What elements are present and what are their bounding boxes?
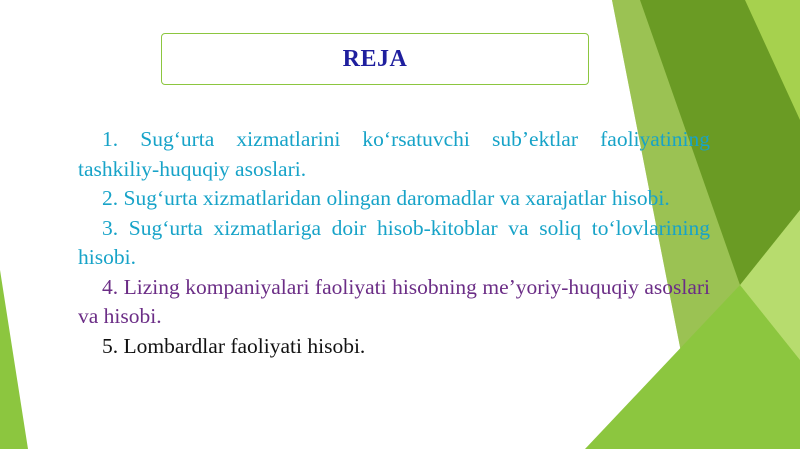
left-green-shape xyxy=(0,270,28,449)
agenda-item-2: 2. Sug‘urta xizmatlaridan olingan daromadlar va xarajatlar hisobi. xyxy=(102,186,670,210)
agenda-item-3: 3. Sug‘urta xizmatlariga doir hisob-kitoblar va soliq to‘lovlarining hisobi. xyxy=(78,215,710,269)
agenda-list xyxy=(78,125,710,361)
agenda-item-4: 4. Lizing kompaniyalari faoliyati hisobning me’yoriy-huquqiy asoslari va hisobi. xyxy=(78,274,710,328)
agenda-item-1: 1. Sug‘urta xizmatlarini ko‘rsatuvchi sub’ektlar faoliyatining tashkiliy-huquqiy asoslari. xyxy=(78,127,710,181)
title-box xyxy=(161,33,589,85)
slide-title: REJA xyxy=(342,45,408,72)
agenda-item-5: 5. Lombardlar faoliyati hisobi. xyxy=(102,333,366,358)
